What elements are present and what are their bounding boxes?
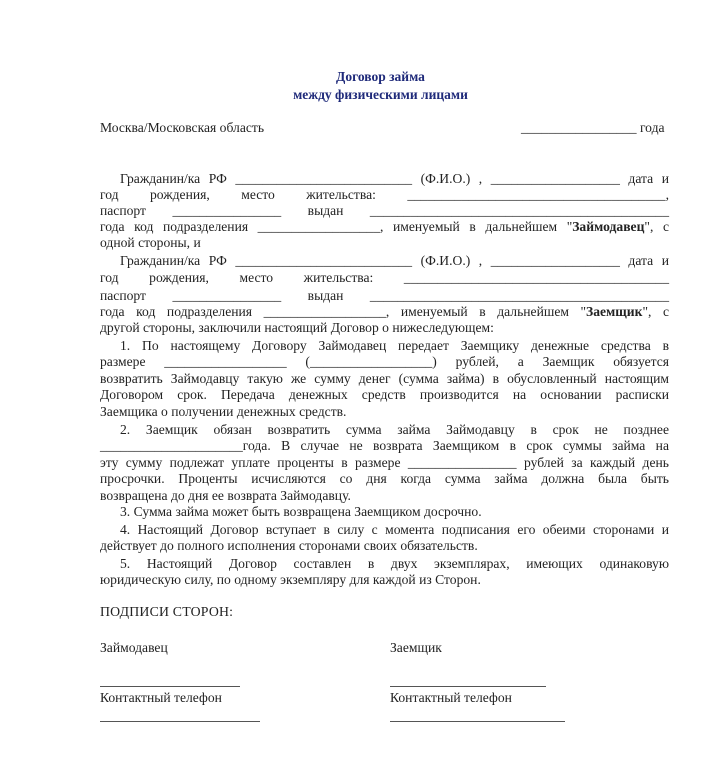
clause-4-line: действует до полного исполнения сторонами своих обязательств. [100, 538, 478, 553]
borrower-label: Заемщик [390, 640, 442, 655]
body-line: паспорт ________________ выдан ____________________________________________ [100, 288, 669, 303]
document-title: Договор займа [336, 69, 425, 84]
body-line: паспорт ________________ выдан ____________________________________________ [100, 203, 669, 218]
clause-5-line: юридическую силу, по одному экземпляру для каждой из Сторон. [100, 572, 481, 587]
lender-signature-line[interactable] [100, 686, 240, 687]
clause-5-line: 5. Настоящий Договор составлен в двух экземплярах, имеющих одинаковую [120, 556, 669, 571]
clause-1-line: Договором срок. Передача денежных средств производится на основании расписки [100, 387, 669, 402]
borrower-signature-line[interactable] [390, 686, 546, 687]
body-line: Гражданин/ка РФ __________________________ (Ф.И.О.) , ___________________ дата и [120, 171, 669, 186]
body-line: года код подразделения __________________, именуемый в дальнейшем "Займодавец", с [100, 219, 669, 234]
clause-1-line: возвратить Займодавцу такую же сумму денег (сумма займа) в обусловленный настоящим [100, 371, 669, 386]
lender-label: Займодавец [100, 640, 168, 655]
body-line: другой стороны, заключили настоящий Договор о нижеследующем: [100, 320, 494, 335]
body-line: года код подразделения __________________, именуемый в дальнейшем "Заемщик", с [100, 304, 669, 319]
clause-2-line: просрочки. Проценты исчисляются со дня когда сумма займа должна была быть [100, 471, 669, 486]
clause-2-line: 2. Заемщик обязан возвратить сумма займа Займодавцу в срок не позднее [120, 422, 669, 437]
borrower-phone-label: Контактный телефон [390, 690, 512, 705]
clause-3-line: 3. Сумма займа может быть возвращена Заемщиком досрочно. [120, 504, 482, 519]
body-line: год рождения, место жительства: ______________________________________, [100, 187, 669, 202]
clause-4-line: 4. Настоящий Договор вступает в силу с момента подписания его обеими сторонами и [120, 522, 669, 537]
body-line: Гражданин/ка РФ __________________________ (Ф.И.О.) , ___________________ дата и [120, 253, 669, 268]
contract-place: Москва/Московская область [100, 120, 265, 135]
body-line: год рождения, место жительства: _______________________________________ [100, 270, 669, 285]
lender-phone-label: Контактный телефон [100, 690, 222, 705]
body-line: одной стороны, и [100, 235, 201, 250]
lender-phone-line[interactable] [100, 721, 260, 722]
clause-2-line: эту сумму подлежат уплате проценты в размере ________________ рублей за каждый день [100, 455, 669, 470]
clause-2-line: возвращена до дня ее возврата Займодавцу. [100, 488, 351, 503]
contract-year: _________________ года [521, 120, 665, 135]
borrower-phone-line[interactable] [390, 721, 565, 722]
clause-1-line: размере __________________ (__________________) рублей, а Заемщик обязуется [100, 354, 669, 369]
clause-2-line: _____________________года. В случае не возврата Заемщиком в срок суммы займа на [100, 438, 669, 453]
clause-1-line: 1. По настоящему Договору Займодавец передает Заемщику денежные средства в [120, 338, 669, 353]
signatures-heading: ПОДПИСИ СТОРОН: [100, 604, 234, 619]
clause-1-line: Заемщика о получении денежных средств. [100, 404, 347, 419]
document-subtitle: между физическими лицами [293, 87, 468, 102]
